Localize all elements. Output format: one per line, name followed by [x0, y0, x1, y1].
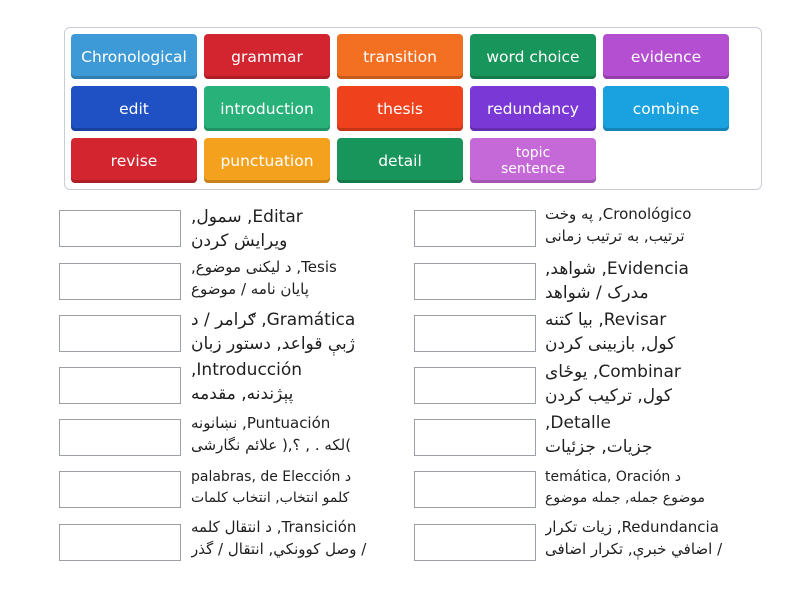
clue-right-3-line1: Revisar, بیا کتنه: [545, 310, 667, 330]
clue-right-7-line1: Redundancia, زیات تکرار: [545, 518, 719, 536]
clue-left-1-line2: ویرایش کردن: [191, 231, 288, 251]
clue-right-5-line1: Detalle,: [545, 413, 611, 433]
clue-left-7-line1: Transición, د انتقال کلمه: [191, 518, 357, 536]
clue-left-6: [191, 467, 405, 509]
tile-redundancy[interactable]: redundancy: [470, 86, 596, 131]
clue-left-7: [191, 516, 405, 560]
clue-left-2: [191, 256, 405, 300]
answer-box-right-5[interactable]: [414, 419, 536, 456]
clue-right-7-line2: / اضافي خبرې, تکرار اضافی: [545, 540, 723, 558]
clue-right-6-line1: د temática, Oración: [545, 469, 681, 485]
tile-topic-sentence-line2: sentence: [500, 160, 566, 177]
answer-box-right-7[interactable]: [414, 524, 536, 561]
answer-box-left-7[interactable]: [59, 524, 181, 561]
clue-left-5-line2: )لکه . , ؟,( علائم نگارشی: [191, 436, 352, 454]
answer-box-right-2[interactable]: [414, 263, 536, 300]
tile-thesis[interactable]: thesis: [337, 86, 463, 131]
clue-right-3-line2: کول, بازبینی کردن: [545, 334, 676, 354]
clue-right-1-line1: Cronológico, په وخت: [545, 205, 692, 223]
answer-box-left-5[interactable]: [59, 419, 181, 456]
clue-left-3: [191, 308, 405, 356]
tile-introduction[interactable]: introduction: [204, 86, 330, 131]
tile-chronological[interactable]: Chronological: [71, 34, 197, 79]
clue-left-3-line2: ژبې قواعد, دستور زبان: [191, 334, 355, 354]
clue-left-3-line1: Gramática, ګرامر / د: [191, 310, 356, 330]
clue-right-6: [545, 467, 759, 509]
answer-box-right-6[interactable]: [414, 471, 536, 508]
clue-right-5: [545, 411, 759, 459]
tile-grammar[interactable]: grammar: [204, 34, 330, 79]
tile-evidence[interactable]: evidence: [603, 34, 729, 79]
answer-box-left-4[interactable]: [59, 367, 181, 404]
clue-left-6-line2: کلمو انتخاب, انتخاب کلمات: [191, 490, 350, 506]
clue-left-4: [191, 358, 405, 406]
clue-right-1: [545, 203, 759, 247]
answer-box-right-4[interactable]: [414, 367, 536, 404]
tile-punctuation[interactable]: punctuation: [204, 138, 330, 183]
clue-right-6-line2: موضوع جمله, جمله موضوع: [545, 490, 705, 506]
answer-box-right-1[interactable]: [414, 210, 536, 247]
clue-left-7-line2: / وصل کوونکي, انتقال / گذر: [191, 540, 367, 558]
clue-right-7: [545, 516, 759, 560]
clue-right-1-line2: ترتیب, به ترتیب زمانی: [545, 227, 685, 245]
clue-left-1: [191, 205, 405, 253]
answer-box-left-6[interactable]: [59, 471, 181, 508]
clue-left-2-line1: Tesis, د لیکنی موضوع,: [191, 258, 337, 276]
tile-transition[interactable]: transition: [337, 34, 463, 79]
tile-detail[interactable]: detail: [337, 138, 463, 183]
clue-left-5-line1: Puntuación, نښانونه: [191, 414, 331, 432]
tile-topic-sentence[interactable]: [470, 138, 596, 183]
word-bank: [64, 27, 762, 190]
clue-left-6-line1: د palabras, de Elección: [191, 469, 352, 485]
clue-right-4-line2: کول, ترکیب کردن: [545, 386, 672, 406]
tile-edit[interactable]: edit: [71, 86, 197, 131]
clue-right-5-line2: جزیات, جزئیات: [545, 437, 653, 457]
clue-left-4-line2: پېژندنه, مقدمه: [191, 384, 294, 404]
clue-right-2: [545, 257, 759, 305]
clue-right-4-line1: Combinar, یوځای: [545, 362, 681, 382]
tile-revise[interactable]: revise: [71, 138, 197, 183]
clue-left-2-line2: پایان نامه / موضوع: [191, 280, 309, 298]
clue-right-4: [545, 360, 759, 408]
clue-right-3: [545, 308, 759, 356]
answer-box-left-2[interactable]: [59, 263, 181, 300]
answer-box-left-3[interactable]: [59, 315, 181, 352]
clue-left-4-line1: Introducción,: [191, 360, 303, 380]
tile-combine[interactable]: combine: [603, 86, 729, 131]
tile-word-choice[interactable]: word choice: [470, 34, 596, 79]
clue-right-2-line1: Evidencia, شواهد,: [545, 259, 689, 279]
clue-left-1-line1: Editar, سمول,: [191, 207, 303, 227]
clue-right-2-line2: مدرک / شواهد: [545, 283, 649, 303]
answer-box-right-3[interactable]: [414, 315, 536, 352]
tile-topic-sentence-line1: topic: [515, 144, 551, 161]
answer-box-left-1[interactable]: [59, 210, 181, 247]
clue-left-5: [191, 412, 405, 456]
